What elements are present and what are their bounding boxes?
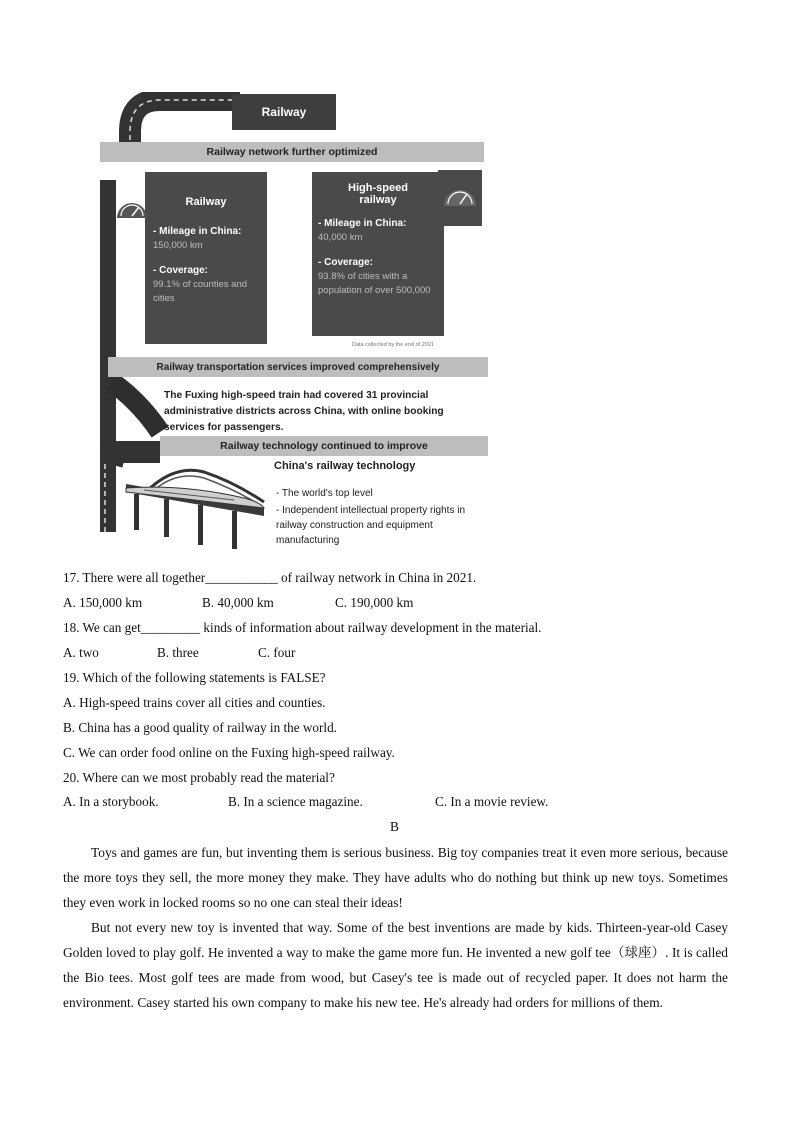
q19-option-a: A. High-speed trains cover all cities and counties. — [63, 695, 326, 710]
railway-mileage-value: 150,000 km — [153, 240, 203, 251]
question-19: 19. Which of the following statements is FALSE? — [63, 670, 326, 685]
highspeed-mileage-label: - Mileage in China: — [318, 218, 407, 229]
speedometer-icon — [438, 170, 482, 226]
fuxing-text: The Fuxing high-speed train had covered 31 provincial administrative districts across China, with online booking services for passengers. — [164, 390, 444, 433]
q20-option-a: A. In a storybook. — [63, 794, 159, 809]
section1-banner — [100, 142, 484, 162]
tech-item-1: - The world's top level — [276, 488, 373, 499]
question-17: 17. There were all together___________ of railway network in China in 2021. — [63, 570, 477, 585]
q18-option-b: B. three — [157, 645, 199, 660]
header-title-box — [232, 94, 336, 130]
question-20: 20. Where can we most probably read the material? — [63, 770, 335, 785]
high-speed-train-illustration — [124, 462, 272, 552]
railway-mileage-label: - Mileage in China: — [153, 226, 242, 237]
highspeed-coverage-label: - Coverage: — [318, 257, 374, 268]
railway-coverage-value: 99.1% of counties and cities — [153, 279, 248, 304]
section2-title: Railway transportation services improved comprehensively — [156, 361, 440, 373]
data-note: Data collected by the end of 2021 — [352, 342, 434, 348]
section3-banner — [160, 436, 488, 456]
q20-option-c: C. In a movie review. — [435, 794, 549, 809]
q18-option-c: C. four — [258, 645, 296, 660]
highspeed-mileage-value: 40,000 km — [318, 232, 363, 243]
section3-title: Railway technology continued to improve — [220, 440, 428, 452]
section2-banner — [108, 357, 488, 377]
railway-panel-title: Railway — [185, 196, 227, 208]
speedometer-icon — [114, 192, 150, 222]
tech-item-2: - Independent intellectual property rights in railway construction and equipment manufacturing — [276, 505, 466, 546]
passage-b-paragraph-2: But not every new toy is invented that way. Some of the best inventions are made by kids. Thirteen-year-old Casey Golden loved to play golf. He invented a way to make the game more fun. He invented a new golf tee（球座）. It is called the Bio tees. Most golf tees are made from wood, but Casey's tee is made out of recycled paper. It does not harm the environment. Casey started his own company to make his new tee. He's already had orders for millions of them. — [63, 920, 728, 1010]
section-b-heading: B — [390, 819, 399, 834]
q17-option-b: B. 40,000 km — [202, 595, 274, 610]
header-title: Railway — [261, 105, 307, 119]
tech-title: China's railway technology — [274, 460, 416, 472]
q17-option-c: C. 190,000 km — [335, 595, 414, 610]
q19-option-c: C. We can order food online on the Fuxing high-speed railway. — [63, 745, 395, 760]
q20-option-b: B. In a science magazine. — [228, 794, 363, 809]
q17-option-a: A. 150,000 km — [63, 595, 143, 610]
passage-b-paragraph-1: Toys and games are fun, but inventing them is serious business. Big toy companies treat it even more serious, because the more toys they sell, the more money they make. They have adults who do nothing but think up new toys. Sometimes they even work in locked rooms so no one can steal their ideas! — [63, 845, 728, 910]
highspeed-coverage-value: 93.8% of cities with a population of over 500,000 — [318, 271, 431, 296]
railway-coverage-label: - Coverage: — [153, 265, 209, 276]
q19-option-b: B. China has a good quality of railway in the world. — [63, 720, 337, 735]
railway-panel — [145, 172, 267, 344]
highspeed-panel — [312, 172, 444, 336]
highspeed-panel-title: High-speed railway — [348, 182, 408, 206]
q18-option-a: A. two — [63, 645, 99, 660]
section1-title: Railway network further optimized — [206, 146, 378, 158]
railway-infographic — [100, 92, 492, 550]
passage-b — [63, 840, 728, 1015]
question-18: 18. We can get_________ kinds of information about railway development in the material. — [63, 620, 542, 635]
